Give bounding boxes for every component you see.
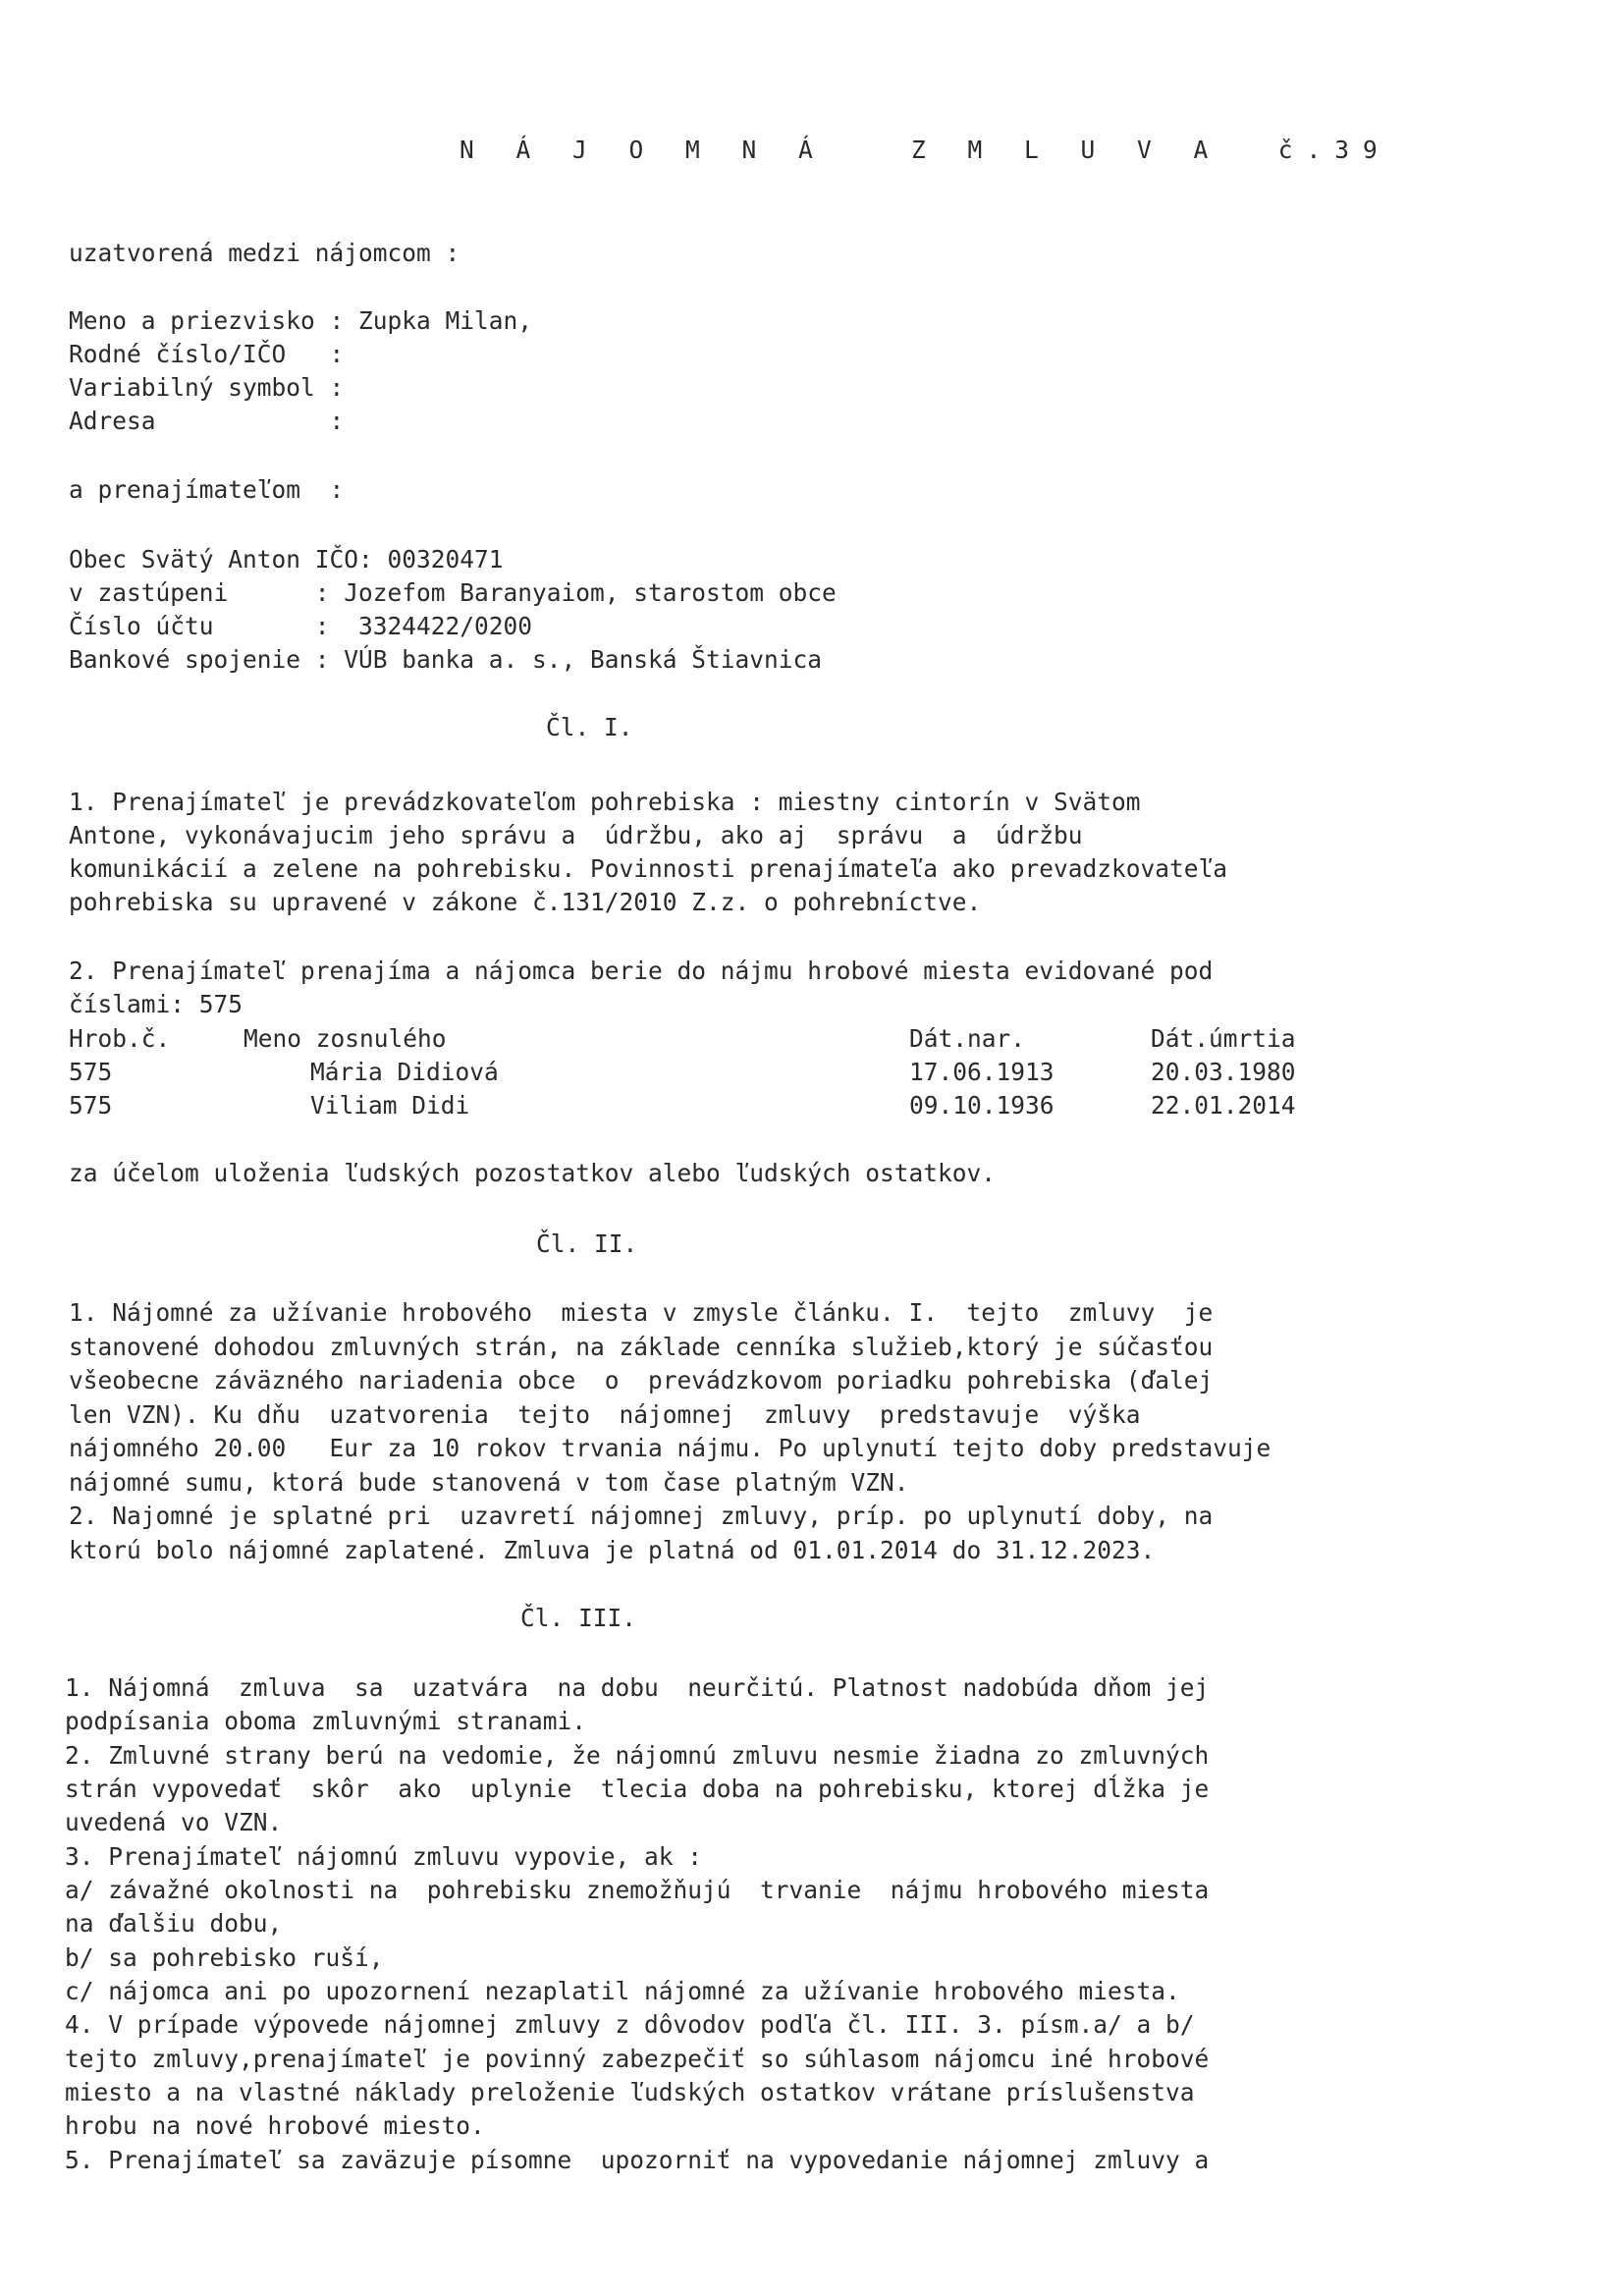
landlord-intro: a prenajímateľom : [69,475,345,504]
table-cell-death-date: 20.03.1980 [1151,1058,1296,1086]
paragraph-line: a/ závažné okolnosti na pohrebisku znemožňujú trvanie nájmu hrobového miesta [65,1876,1210,1904]
paragraph-line: ktorú bolo nájomné zaplatené. Zmluva je platná od 01.01.2014 do 31.12.2023. [69,1536,1156,1564]
table-header-death-date: Dát.úmrtia [1151,1024,1296,1053]
table-header-deceased-name: Meno zosnulého [243,1024,447,1053]
paragraph-line: 2. Prenajímateľ prenajíma a nájomca berie do nájmu hrobové miesta evidované pod [69,957,1214,985]
tenant-id-line: Rodné číslo/IČO : [69,340,345,368]
table-cell-deceased-name: Viliam Didi [310,1091,470,1120]
paragraph-line: hrobu na nové hrobové miesto. [65,2111,485,2140]
landlord-name-line: Obec Svätý Anton IČO: 00320471 [69,545,504,574]
landlord-bank-line: Bankové spojenie : VÚB banka a. s., Banská Štiavnica [69,645,823,674]
table-header-birth-date: Dát.nar. [909,1024,1026,1053]
paragraph-line: uvedená vo VZN. [65,1808,283,1836]
table-cell-birth-date: 09.10.1936 [909,1091,1055,1120]
paragraph-line: 2. Zmluvné strany berú na vedomie, že nájomnú zmluvu nesmie žiadna zo zmluvných [65,1741,1210,1770]
landlord-account-line: Číslo účtu : 3324422/0200 [69,612,533,640]
paragraph-line: b/ sa pohrebisko ruší, [65,1943,384,1972]
paragraph-line: 1. Nájomná zmluva sa uzatvára na dobu neurčitú. Platnost nadobúda dňom jej [65,1673,1210,1702]
paragraph-line: 1. Nájomné za užívanie hrobového miesta v zmysle článku. I. tejto zmluvy je [69,1298,1214,1327]
tenant-name-line: Meno a priezvisko : Zupka Milan, [69,306,533,335]
intro-text: uzatvorená medzi nájomcom : [69,239,460,267]
document-title: N Á J O M N Á Z M L U V A č.39 [460,136,1391,164]
table-cell-grave-number: 575 [69,1058,113,1086]
paragraph-line: 3. Prenajímateľ nájomnú zmluvu vypovie, ak : [65,1842,703,1871]
paragraph-line: nájomné sumu, ktorá bude stanovená v tom čase platným VZN. [69,1468,909,1497]
paragraph-line: 2. Najomné je splatné pri uzavretí nájomnej zmluvy, príp. po uplynutí doby, na [69,1502,1214,1530]
tenant-variable-symbol-line: Variabilný symbol : [69,373,345,402]
paragraph-line: strán vypovedať skôr ako uplynie tlecia doba na pohrebisku, ktorej dĺžka je [65,1775,1210,1803]
table-cell-grave-number: 575 [69,1091,113,1120]
paragraph-line: nájomného 20.00 Eur za 10 rokov trvania nájmu. Po uplynutí tejto doby predstavuje [69,1434,1271,1462]
paragraph-line: komunikácií a zelene na pohrebisku. Povinnosti prenajímateľa ako prevadzkovateľa [69,854,1228,883]
landlord-representative-line: v zastúpeni : Jozefom Baranyaiom, starostom obce [69,578,837,607]
table-cell-deceased-name: Mária Didiová [310,1058,499,1086]
paragraph-line: c/ nájomca ani po upozornení nezaplatil nájomné za užívanie hrobového miesta. [65,1977,1180,2005]
article-1-heading: Čl. I. [546,713,633,741]
paragraph-line: na ďalšiu dobu, [65,1909,283,1938]
article-2-heading: Čl. II. [536,1230,638,1258]
table-cell-death-date: 22.01.2014 [1151,1091,1296,1120]
tenant-address-line: Adresa : [69,407,345,435]
paragraph-line: pohrebiska su upravené v zákone č.131/2010 Z.z. o pohrebníctve. [69,888,982,916]
paragraph-line: 5. Prenajímateľ sa zaväzuje písomne upozorniť na vypovedanie nájomnej zmluvy a [65,2146,1210,2174]
paragraph-line: 1. Prenajímateľ je prevádzkovateľom pohrebiska : miestny cintorín v Svätom [69,788,1141,816]
paragraph-line: miesto a na vlastné náklady preloženie ľudských ostatkov vrátane príslušenstva [65,2078,1195,2106]
paragraph-line: všeobecne záväzného nariadenia obce o prevádzkovom poriadku pohrebiska (ďalej [69,1366,1214,1394]
article-3-heading: Čl. III. [520,1604,637,1632]
paragraph-line: 4. V prípade výpovede nájomnej zmluvy z dôvodov podľa čl. III. 3. písm.a/ a b/ [65,2010,1195,2039]
table-cell-birth-date: 17.06.1913 [909,1058,1055,1086]
paragraph-line: číslami: 575 [69,990,243,1018]
paragraph-line: Antone, vykonávajucim jeho správu a údržbu, ako aj správu a údržbu [69,821,1083,849]
paragraph-line: podpísania oboma zmluvnými stranami. [65,1707,587,1735]
paragraph-line: len VZN). Ku dňu uzatvorenia tejto nájomnej zmluvy predstavuje výška [69,1400,1141,1429]
purpose-text: za účelom uloženia ľudských pozostatkov alebo ľudských ostatkov. [69,1159,997,1187]
paragraph-line: stanovené dohodou zmluvných strán, na základe cenníka služieb,ktorý je súčasťou [69,1333,1214,1361]
table-header-grave-number: Hrob.č. [69,1024,171,1053]
paragraph-line: tejto zmluvy,prenajímateľ je povinný zabezpečiť so súhlasom nájomcu iné hrobové [65,2045,1210,2073]
